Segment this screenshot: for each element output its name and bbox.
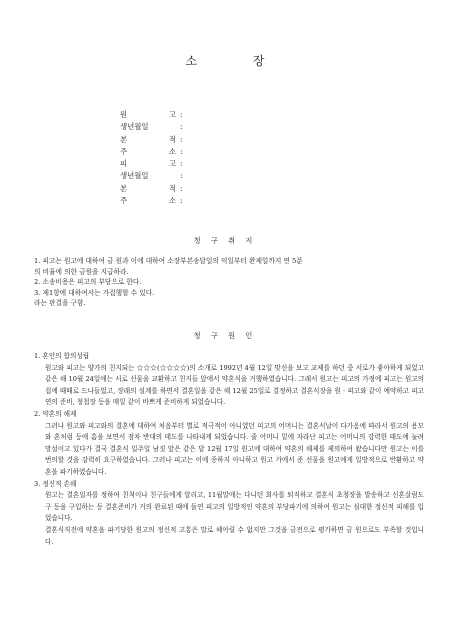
cause-item-title: 2. 약혼의 해제 (34, 409, 77, 418)
party-colon: : (180, 134, 183, 144)
party-label: 생년월일 (120, 171, 149, 181)
party-label: 피 고 (120, 159, 176, 169)
claim-line: 3. 제1항에 대하여서는 가집행할 수 있다. (34, 288, 155, 297)
party-colon: : (180, 171, 183, 181)
document-title: 소 장 (185, 54, 291, 68)
claim-line: 1. 피고는 원고에 대하여 금 원과 이에 대하여 소장부본송달일의 익일부터 완제일까지 연 5푼 (34, 257, 303, 265)
cause-item-title: 1. 혼인의 합의성립 (34, 352, 90, 360)
party-label: 본 적 (120, 134, 176, 144)
party-colon: : (180, 196, 183, 206)
party-row (120, 121, 188, 133)
party-label: 본 적 (120, 183, 176, 193)
claim-line: 2. 소송비용은 피고의 부담으로 한다. (34, 278, 142, 287)
claim-section (34, 256, 424, 309)
claim-line: 의 비율에 의한 금원을 지급하라. (34, 267, 129, 276)
party-colon: : (180, 110, 183, 119)
party-label: 원 고 (120, 110, 176, 119)
party-label: 생년월일 (120, 122, 149, 132)
party-label: 주 소 (120, 196, 176, 206)
cause-paragraph: 그러나 원고와 피고와의 결혼에 대하여 처음부터 별로 적극적이 아니였던 피고의 어머니는 결혼식날이 다가옴에 따라서 원고의 용모와 혼처럼 등에 흠을 보면서 점차 반대의 태도를 나타내게 되었습니다. 줄 어머니 밑에 자라난 피고는 어머니의 강력한 태도에 눌려 망설이고 있다가 결국 결혼식 일주일 남짓 앞은 같은 달 12월 17일 원고에 대하여 약혼의 해제를 제의하여 왔습니다만 원고는 이를 번의할 것을 강력히 요구하였습니다. 그러나 피고는 이에 종하지 아니하고 원고 가에서 준 선물을 원고에게 일방적으로 반환하고 약혼을 파기하였습니다. (45, 421, 424, 476)
party-colon: : (180, 159, 183, 169)
party-row (120, 183, 188, 195)
party-colon: : (180, 146, 183, 156)
party-row (120, 134, 188, 146)
cause-section (34, 351, 424, 548)
claim-line: 라는 판결을 구함. (34, 299, 86, 308)
cause-paragraph: 결혼식직전에 약혼을 파기당한 원고의 정신적 고통은 말로 헤아릴 수 없지만 그것을 금전으로 평가하면 금 원으로도 부족할 것입니다. (45, 525, 424, 546)
party-label: 주 소 (120, 146, 176, 156)
party-info-block (120, 109, 188, 207)
party-colon: : (180, 122, 183, 132)
party-row (120, 146, 188, 158)
cause-heading: 청 구 원 인 (193, 331, 257, 340)
cause-paragraph: 원고는 결혼일자를 정하여 친척이나 친구들에게 알리고, 11월말에는 다니던 회사를 퇴직하고 결혼식 초청장을 발송하고 신혼살림도구 등을 구입하는 등 결혼준비가 거의 완료된 때에 돌연 피고의 일방적인 약혼의 부당파기에 의하여 원고는 심대한 정신적 피해를 입었습니다. (45, 491, 424, 523)
party-row (120, 109, 188, 121)
cause-paragraph: 원고와 피고는 양가의 친지되는 ☆☆☆(☆☆☆☆)의 소개로 1992년 4월 12일 맞선을 보고 교제를 하던 중 서로가 좋아하게 되었고 같은 해 10월 24일에는 서로 선물을 교환하고 친지들 앞에서 약혼식을 거행하였습니다. 그래서 원고는 피고의 가정에 피고는 원고의 집에 때때로 드나들었고, 장래의 설계를 하면서 결혼일을 같은 해 12월 25일로 결정하고 결혼식장을 원 · 피고와 같이 예약하고 피고연의 준비, 청첩장 등을 매일 같이 바쁘게 준비하게 되었습니다. (45, 363, 424, 407)
party-row (120, 170, 188, 182)
party-row (120, 158, 188, 170)
party-row (120, 195, 188, 207)
party-colon: : (180, 183, 183, 193)
claim-heading: 청 구 취 지 (193, 236, 257, 245)
cause-item-title: 3. 정신적 손해 (34, 479, 77, 488)
